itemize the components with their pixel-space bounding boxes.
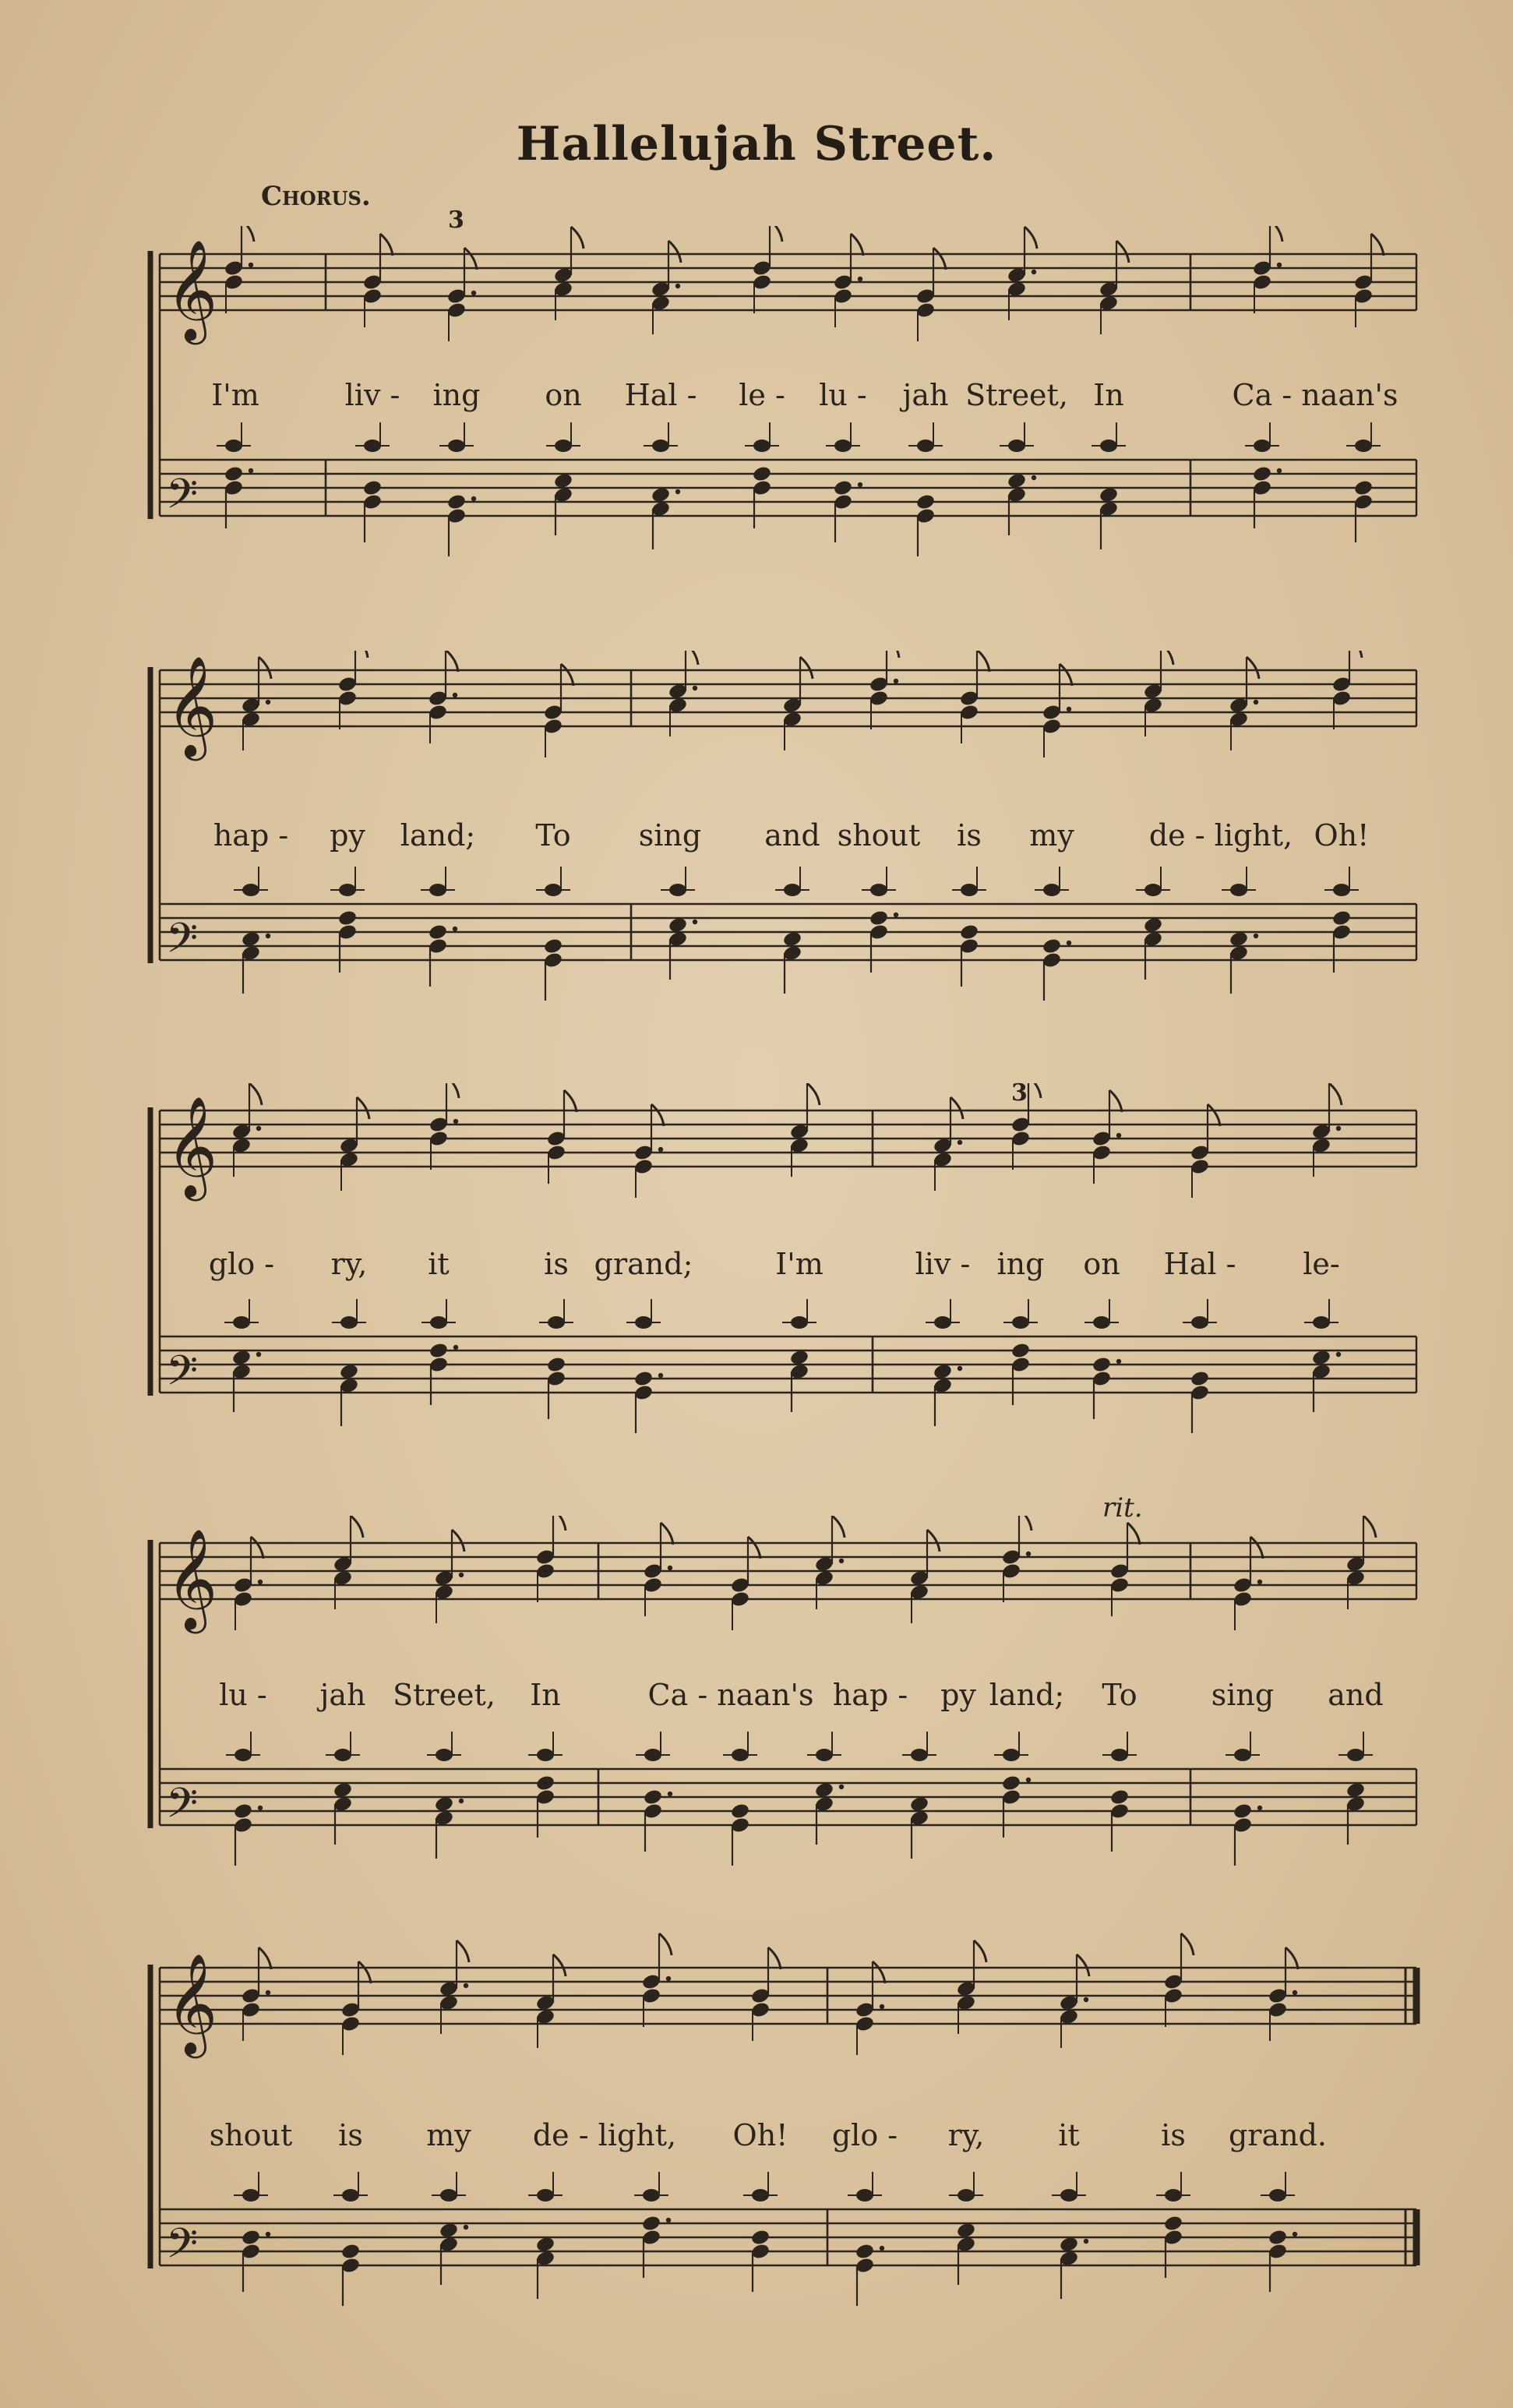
note-chord	[1052, 2172, 1088, 2299]
staff-graphic	[0, 1925, 1513, 2307]
note-chord	[902, 1732, 936, 1859]
lyric-syllable: it	[1058, 2118, 1080, 2152]
note-chord	[633, 1104, 664, 1198]
note-chord	[1190, 1104, 1220, 1198]
note-chord	[994, 1732, 1031, 1838]
lyric-syllable: ing	[996, 1247, 1045, 1281]
lyric-syllable: le-	[1303, 1247, 1340, 1281]
note-chord	[862, 867, 898, 973]
note-chord	[429, 1083, 459, 1170]
note-chord	[217, 422, 253, 528]
note-chord	[1324, 867, 1359, 973]
bass-clef-icon: 𝄢	[166, 471, 199, 528]
note-chord	[546, 422, 580, 535]
lyric-syllable: it	[428, 1247, 450, 1281]
note-chord	[421, 867, 457, 987]
note-chord	[626, 1299, 663, 1433]
note-chord	[528, 1732, 563, 1838]
note-chord	[826, 422, 862, 542]
note-chord	[1092, 422, 1126, 549]
note-chord	[1226, 1732, 1262, 1866]
note-chord	[340, 1961, 371, 2055]
note-chord	[848, 2172, 884, 2306]
note-chord	[439, 422, 476, 556]
lyric-syllable: shout	[837, 818, 921, 853]
note-chord	[330, 867, 365, 973]
lyric-syllable: land;	[400, 818, 476, 853]
lyric-syllable: land;	[989, 1678, 1065, 1712]
music-system-5	[0, 1925, 1513, 2307]
note-chord	[224, 1299, 261, 1412]
note-chord	[775, 867, 809, 994]
lyric-syllable: In	[530, 1678, 561, 1712]
note-chord	[855, 1961, 885, 2055]
lyric-syllable: le -	[739, 378, 785, 412]
lyric-syllable: is	[338, 2118, 363, 2152]
note-chord	[833, 234, 863, 327]
tempo-mark: rit.	[1102, 1492, 1143, 1524]
note-chord	[233, 1537, 263, 1630]
note-chord	[641, 1933, 672, 2027]
note-chord	[959, 651, 989, 743]
bass-clef-icon: 𝄢	[166, 1780, 199, 1838]
note-chord	[926, 1299, 962, 1426]
note-chord	[1109, 1523, 1140, 1616]
note-chord	[1261, 2172, 1297, 2292]
treble-clef-icon: 𝄞	[166, 239, 218, 341]
note-chord	[643, 1523, 673, 1616]
note-chord	[224, 226, 254, 313]
lyric-syllable: sing	[1211, 1678, 1275, 1712]
note-chord	[1143, 651, 1173, 736]
note-chord	[814, 1516, 845, 1609]
treble-clef-icon: 𝄞	[166, 1096, 218, 1197]
note-chord	[428, 651, 458, 743]
note-chord	[782, 1299, 816, 1412]
note-chord	[661, 867, 697, 980]
note-chord	[1268, 1947, 1298, 2041]
note-chord	[723, 1732, 757, 1866]
note-chord	[1007, 227, 1037, 320]
note-chord	[730, 1537, 760, 1630]
note-chord	[333, 1516, 363, 1609]
note-chord	[1092, 1090, 1122, 1184]
note-chord	[752, 226, 782, 313]
note-chord	[915, 248, 946, 341]
lyric-syllable: Street,	[393, 1678, 496, 1712]
lyric-syllable: shout	[209, 2118, 293, 2152]
note-chord	[1233, 1537, 1263, 1630]
note-chord	[439, 1940, 469, 2034]
lyric-syllable: Hal -	[624, 378, 697, 412]
note-chord	[1252, 226, 1282, 313]
note-chord	[1183, 1299, 1217, 1433]
lyric-syllable: ing	[432, 378, 481, 412]
note-chord	[745, 422, 779, 528]
lyric-syllable: Ca - naan's	[1232, 378, 1398, 412]
note-chord	[553, 227, 584, 320]
note-chord	[333, 2172, 368, 2306]
note-chord	[546, 1090, 577, 1184]
note-chord	[326, 1732, 360, 1845]
lyric-syllable: py	[940, 1678, 976, 1712]
note-chord	[1304, 1299, 1341, 1412]
note-chord	[427, 1732, 464, 1859]
note-chord	[355, 422, 390, 542]
note-chord	[644, 422, 680, 549]
lyrics-line-5	[0, 2118, 1513, 2165]
lyric-syllable: py	[330, 818, 365, 853]
note-chord	[1156, 2172, 1190, 2278]
note-chord	[1042, 664, 1072, 757]
lyrics-line-1	[0, 378, 1513, 425]
lyric-syllable: I'm	[775, 1247, 824, 1281]
note-chord	[446, 248, 477, 341]
note-chord	[1035, 867, 1071, 1001]
note-chord	[226, 1732, 263, 1866]
lyric-syllable: lu -	[219, 1678, 267, 1712]
lyric-syllable: Oh!	[1314, 818, 1370, 853]
note-chord	[949, 2172, 983, 2285]
note-chord	[1222, 867, 1258, 994]
lyric-syllable: jah	[319, 1678, 366, 1712]
lyric-syllable: liv -	[344, 378, 400, 412]
bass-clef-icon: 𝄢	[166, 915, 199, 973]
lyrics-line-3	[0, 1247, 1513, 1294]
note-chord	[1338, 1732, 1373, 1845]
note-chord	[1084, 1299, 1121, 1419]
lyric-syllable: lu -	[819, 378, 867, 412]
note-chord	[362, 234, 393, 327]
lyric-syllable: and	[764, 818, 820, 853]
note-chord	[1353, 234, 1384, 327]
note-chord	[1311, 1083, 1342, 1177]
lyric-syllable: liv -	[915, 1247, 971, 1281]
note-chord	[636, 1732, 672, 1852]
lyric-syllable: To	[535, 818, 571, 853]
lyric-syllable: de - light,	[1148, 818, 1293, 853]
lyric-syllable: I'm	[211, 378, 259, 412]
lyric-syllable: is	[957, 818, 982, 853]
note-chord	[1331, 651, 1362, 729]
note-chord	[634, 2172, 671, 2278]
note-chord	[234, 2172, 270, 2292]
lyric-syllable: hap -	[832, 1678, 908, 1712]
note-chord	[789, 1083, 820, 1177]
lyric-syllable: and	[1328, 1678, 1384, 1712]
lyric-syllable: glo -	[831, 2118, 898, 2152]
note-chord	[539, 1299, 573, 1419]
lyric-syllable: on	[545, 378, 582, 412]
note-chord	[1000, 422, 1036, 535]
note-chord	[1163, 1933, 1194, 2027]
bass-clef-icon: 𝄢	[166, 1347, 199, 1405]
note-chord	[1001, 1516, 1032, 1602]
treble-clef-icon: 𝄞	[166, 1528, 218, 1629]
lyric-syllable: is	[544, 1247, 569, 1281]
lyric-syllable: grand.	[1228, 2118, 1328, 2152]
lyric-syllable: my	[426, 2118, 471, 2152]
note-chord	[536, 867, 570, 1001]
note-chord	[231, 1083, 262, 1177]
note-chord	[1346, 422, 1381, 542]
lyric-syllable: de - light,	[532, 2118, 677, 2152]
lyric-syllable: glo -	[208, 1247, 275, 1281]
lyrics-line-4	[0, 1678, 1513, 1725]
note-chord	[234, 867, 270, 994]
treble-clef-icon: 𝄞	[166, 1953, 218, 2054]
lyric-syllable: ry,	[330, 1247, 368, 1281]
note-chord	[952, 867, 986, 987]
lyric-syllable: Oh!	[732, 2118, 788, 2152]
lyric-syllable: In	[1093, 378, 1124, 412]
lyric-syllable: Hal -	[1163, 1247, 1236, 1281]
note-chord	[1345, 1516, 1376, 1609]
page-title: Hallelujah Street.	[516, 117, 997, 171]
lyric-syllable: sing	[638, 818, 702, 853]
note-chord	[432, 2172, 468, 2285]
lyric-syllable: To	[1102, 1678, 1137, 1712]
lyric-syllable: grand;	[594, 1247, 693, 1281]
section-label: Chorus.	[261, 181, 371, 212]
note-chord	[535, 1516, 566, 1602]
note-chord	[332, 1299, 366, 1426]
note-chord	[1245, 422, 1282, 528]
triplet-mark: 3	[448, 207, 464, 234]
note-chord	[869, 651, 899, 729]
note-chord	[908, 422, 943, 556]
note-chord	[750, 1947, 781, 2041]
triplet-mark: 3	[1011, 1079, 1028, 1107]
lyrics-line-2	[0, 818, 1513, 865]
note-chord	[807, 1732, 844, 1845]
lyric-syllable: is	[1161, 2118, 1186, 2152]
lyric-syllable: on	[1083, 1247, 1120, 1281]
note-chord	[1136, 867, 1170, 980]
lyric-syllable: Ca - naan's	[647, 1678, 814, 1712]
note-chord	[956, 1940, 986, 2034]
lyric-syllable: hap -	[213, 818, 289, 853]
bass-clef-icon: 𝄢	[166, 2220, 199, 2278]
lyric-syllable: Street,	[965, 378, 1068, 412]
note-chord	[543, 664, 573, 757]
note-chord	[1003, 1299, 1038, 1405]
note-chord	[1102, 1732, 1137, 1852]
note-chord	[528, 2172, 563, 2299]
note-chord	[337, 651, 368, 729]
note-chord	[241, 1947, 271, 2041]
lyric-syllable: my	[1029, 818, 1074, 853]
note-chord	[743, 2172, 778, 2292]
lyric-syllable: ry,	[947, 2118, 985, 2152]
lyric-syllable: jah	[902, 378, 949, 412]
note-chord	[421, 1299, 458, 1405]
note-chord	[668, 651, 698, 736]
treble-clef-icon: 𝄞	[166, 655, 218, 757]
